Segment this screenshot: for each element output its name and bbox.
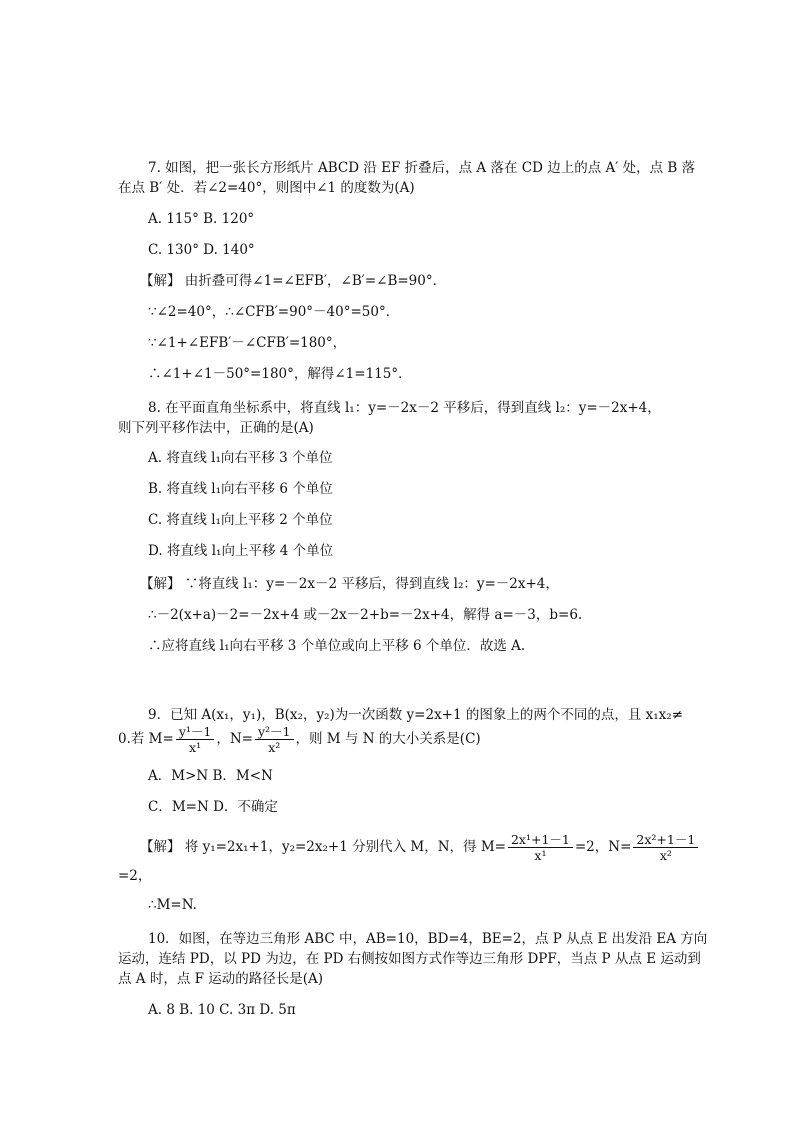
q9-fraction-1-denominator: x¹ (534, 848, 547, 863)
q9-solution-1-mid: =2，N= (574, 839, 632, 855)
q9-line2-start: 0.若 M= (118, 731, 174, 747)
q7-solution-4: ∴∠1+∠1－50°=180°，解得∠1=115°． (148, 366, 412, 382)
q9-solution-3: ∴M=N. (148, 897, 197, 913)
q9-fraction-2-denominator: x² (659, 848, 672, 863)
q7-solution-2: ∵∠2=40°，∴∠CFB′=90°－40°=50°． (148, 304, 400, 320)
q7-line1: 7. 如图，把一张长方形纸片 ABCD 沿 EF 折叠后，点 A 落在 CD 边上的点 A′ 处，点 B 落 (148, 160, 696, 176)
q9-fraction-m-numerator: y¹－1 (176, 724, 215, 740)
q9-fraction-n (255, 724, 294, 755)
q9-fraction-2 (633, 832, 698, 863)
q9-fraction-1-numerator: 2x¹+1－1 (508, 832, 573, 848)
q9-solution-1 (140, 830, 700, 864)
q8-solution-2: ∴－2(x+a)－2=－2x+4 或－2x－2+b=－2x+4，解得 a=－3，b=6. (148, 607, 583, 623)
q7-solution-1: 【解】 由折叠可得∠1=∠EFB′，∠B′=∠B=90°． (140, 273, 447, 289)
q8-option-b: B. 将直线 l₁向右平移 6 个单位 (148, 481, 333, 497)
q7-options-ab: A. 115° B. 120° (148, 211, 255, 227)
q10-line3: 点 A 时，点 F 运动的路径长是(A) (118, 971, 324, 987)
q8-solution-1: 【解】 ∵将直线 l₁：y=－2x－2 平移后，得到直线 l₂：y=－2x+4， (140, 576, 559, 592)
q9-line2 (118, 722, 481, 756)
q9-solution-1-start: 【解】 将 y₁=2x₁+1，y₂=2x₂+1 分别代入 M，N，得 M= (140, 839, 506, 855)
q9-line2-mid: ，N= (216, 731, 253, 747)
q10-line1: 10．如图，在等边三角形 ABC 中，AB=10，BD=4，BE=2，点 P 从点 E 出发沿 EA 方向 (148, 931, 708, 947)
q7-options-cd: C. 130° D. 140° (148, 242, 255, 258)
q9-fraction-m (176, 724, 215, 755)
q9-fraction-2-numerator: 2x²+1－1 (633, 832, 698, 848)
q8-option-d: D. 将直线 l₁向上平移 4 个单位 (148, 543, 334, 559)
q10-options: A. 8 B. 10 C. 3π D. 5π (148, 1002, 296, 1018)
q8-line1: 8. 在平面直角坐标系中，将直线 l₁：y=－2x－2 平移后，得到直线 l₂：y=－2x+4， (148, 400, 661, 416)
q9-fraction-m-denominator: x¹ (189, 740, 202, 755)
q8-line2: 则下列平移作法中，正确的是(A) (118, 420, 314, 436)
q9-line1: 9．已知 A(x₁，y₁)，B(x₂，y₂)为一次函数 y=2x+1 的图象上的两个不同的点，且 x₁x₂≠ (148, 707, 684, 723)
q7-solution-3: ∵∠1+∠EFB′－∠CFB′=180°， (148, 335, 347, 351)
q9-line2-end: ，则 M 与 N 的大小关系是(C) (295, 731, 481, 747)
q9-solution-2: =2， (118, 868, 152, 884)
q9-fraction-n-denominator: x² (268, 740, 281, 755)
q8-solution-3: ∴应将直线 l₁向右平移 3 个单位或向上平移 6 个单位．故选 A. (148, 638, 526, 654)
q9-options-cd: C．M=N D．不确定 (148, 799, 278, 815)
q8-option-a: A. 将直线 l₁向右平移 3 个单位 (148, 450, 333, 466)
q9-fraction-n-numerator: y²－1 (255, 724, 294, 740)
q7-line2: 在点 B′ 处．若∠2=40°，则图中∠1 的度数为(A) (118, 180, 415, 196)
q10-line2: 运动，连结 PD，以 PD 为边，在 PD 右侧按如图方式作等边三角形 DPF，当点 P 从点 E 运动到 (118, 951, 701, 967)
q9-fraction-1 (508, 832, 573, 863)
q9-options-ab: A．M>N B．M<N (148, 768, 273, 784)
q8-option-c: C. 将直线 l₁向上平移 2 个单位 (148, 512, 333, 528)
